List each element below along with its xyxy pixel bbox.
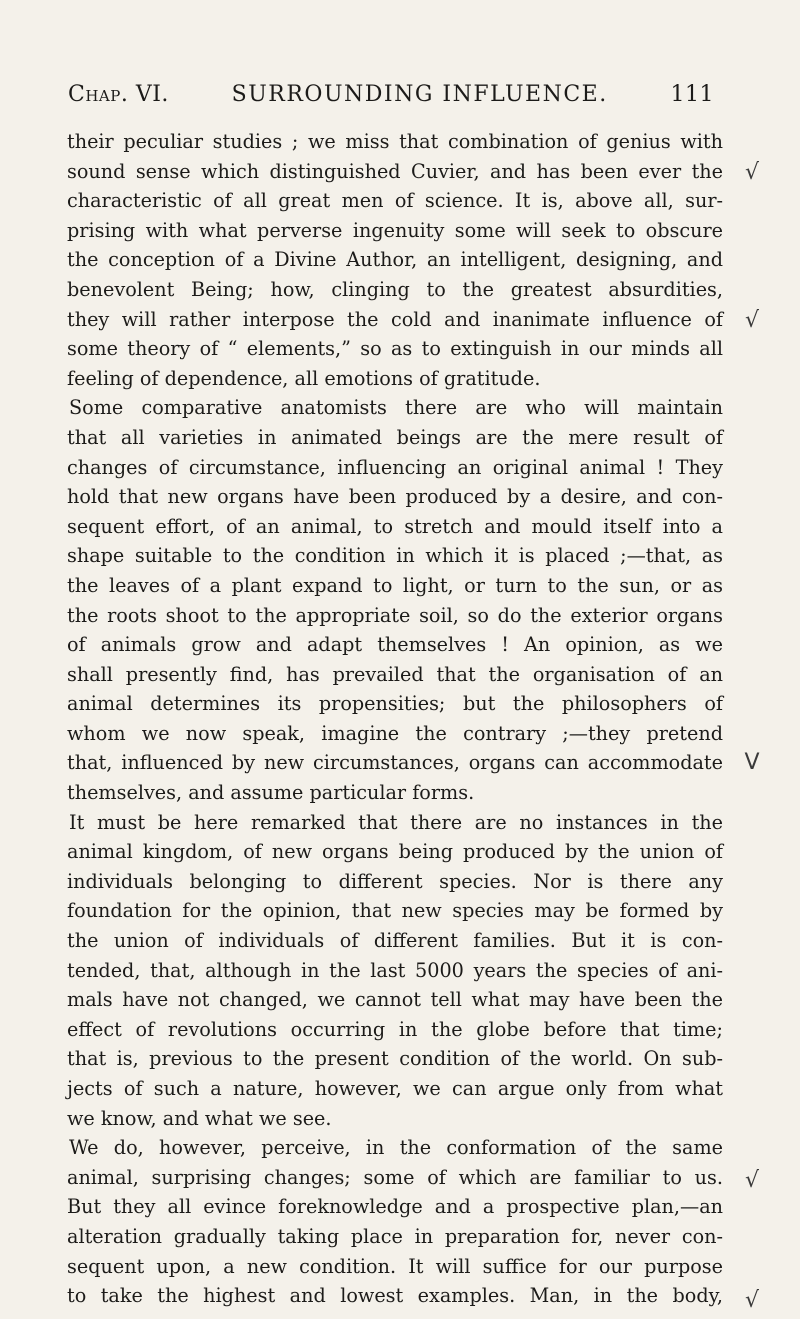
- text-line: they will rather interpose the cold and inanimate influence of: [67, 307, 723, 331]
- text-line: sequent effort, of an animal, to stretch and mould itself into a: [67, 514, 723, 538]
- body-text: [67, 127, 723, 1311]
- text-line: to take the highest and lowest examples. Man, in the body,: [67, 1284, 723, 1308]
- text-line: that is, previous to the present condition of the world. On sub-: [67, 1047, 723, 1071]
- text-line: themselves, and assume particular forms.: [67, 781, 475, 805]
- text-line: alteration gradually taking place in preparation for, never con-: [67, 1224, 723, 1248]
- page-number: 111: [670, 82, 714, 107]
- margin-check-mark: √: [744, 1288, 760, 1313]
- text-line: their peculiar studies ; we miss that combination of genius with: [67, 130, 723, 153]
- margin-vee-mark: V: [744, 750, 760, 775]
- text-line: hold that new organs have been produced by a desire, and con-: [67, 485, 723, 509]
- text-line: shape suitable to the condition in which it is placed ;—that, as: [67, 544, 723, 568]
- text-line: animal, surprising changes; some of which are familiar to us.: [67, 1165, 723, 1189]
- text-line: feeling of dependence, all emotions of gratitude.: [67, 366, 541, 390]
- text-line: shall presently find, has prevailed that the organisation of an: [67, 662, 723, 686]
- text-line: effect of revolutions occurring in the globe before that time;: [67, 1017, 723, 1041]
- margin-check-mark: √: [744, 1168, 760, 1193]
- text-line: whom we now speak, imagine the contrary ;—they pretend: [67, 721, 723, 745]
- paragraph-start-line: We do, however, perceive, in the conformation of the same: [69, 1136, 723, 1160]
- text-line: sequent upon, a new condition. It will suffice for our purpose: [67, 1254, 723, 1278]
- text-line: we know, and what we see.: [67, 1106, 332, 1130]
- text-line: tended, that, although in the last 5000 years the species of ani-: [67, 958, 723, 982]
- paragraph-start-line: Some comparative anatomists there are who will maintain: [69, 396, 723, 420]
- text-line: benevolent Being; how, clinging to the greatest absurdities,: [67, 277, 723, 301]
- text-line: But they all evince foreknowledge and a prospective plan,—an: [67, 1195, 723, 1219]
- text-line: that, influenced by new circumstances, organs can accommodate: [67, 751, 723, 775]
- text-line: jects of such a nature, however, we can argue only from what: [67, 1077, 723, 1100]
- text-line: individuals belonging to different species. Nor is there any: [67, 869, 723, 893]
- text-line: of animals grow and adapt themselves ! An opinion, as we: [67, 633, 723, 657]
- text-line: mals have not changed, we cannot tell what may have been the: [67, 988, 723, 1012]
- paragraph-start-line: It must be here remarked that there are no instances in the: [69, 810, 723, 834]
- text-line: prising with what perverse ingenuity some will seek to obscure: [67, 218, 723, 242]
- running-title: SURROUNDING INFLUENCE.: [231, 82, 608, 107]
- text-line: the conception of a Divine Author, an intelligent, designing, and: [67, 248, 723, 272]
- text-line: animal determines its propensities; but the philosophers of: [67, 692, 723, 716]
- running-head: [68, 82, 714, 116]
- text-line: some theory of “ elements,” so as to extinguish in our minds all: [67, 337, 723, 361]
- text-line: characteristic of all great men of science. It is, above all, sur-: [67, 189, 723, 213]
- chapter-label: Chap. VI.: [68, 82, 169, 107]
- text-line: that all varieties in animated beings are the mere result of: [67, 425, 723, 449]
- text-line: sound sense which distinguished Cuvier, and has been ever the: [67, 159, 723, 183]
- text-line: changes of circumstance, influencing an original animal ! They: [67, 455, 723, 479]
- margin-check-mark: √: [744, 308, 760, 333]
- text-line: foundation for the opinion, that new species may be formed by: [67, 899, 723, 923]
- text-line: the union of individuals of different families. But it is con-: [67, 929, 723, 953]
- text-line: animal kingdom, of new organs being produced by the union of: [67, 840, 723, 864]
- text-line: the roots shoot to the appropriate soil, so do the exterior organs: [67, 603, 723, 627]
- text-line: the leaves of a plant expand to light, or turn to the sun, or as: [67, 573, 723, 597]
- margin-check-mark: √: [744, 160, 760, 185]
